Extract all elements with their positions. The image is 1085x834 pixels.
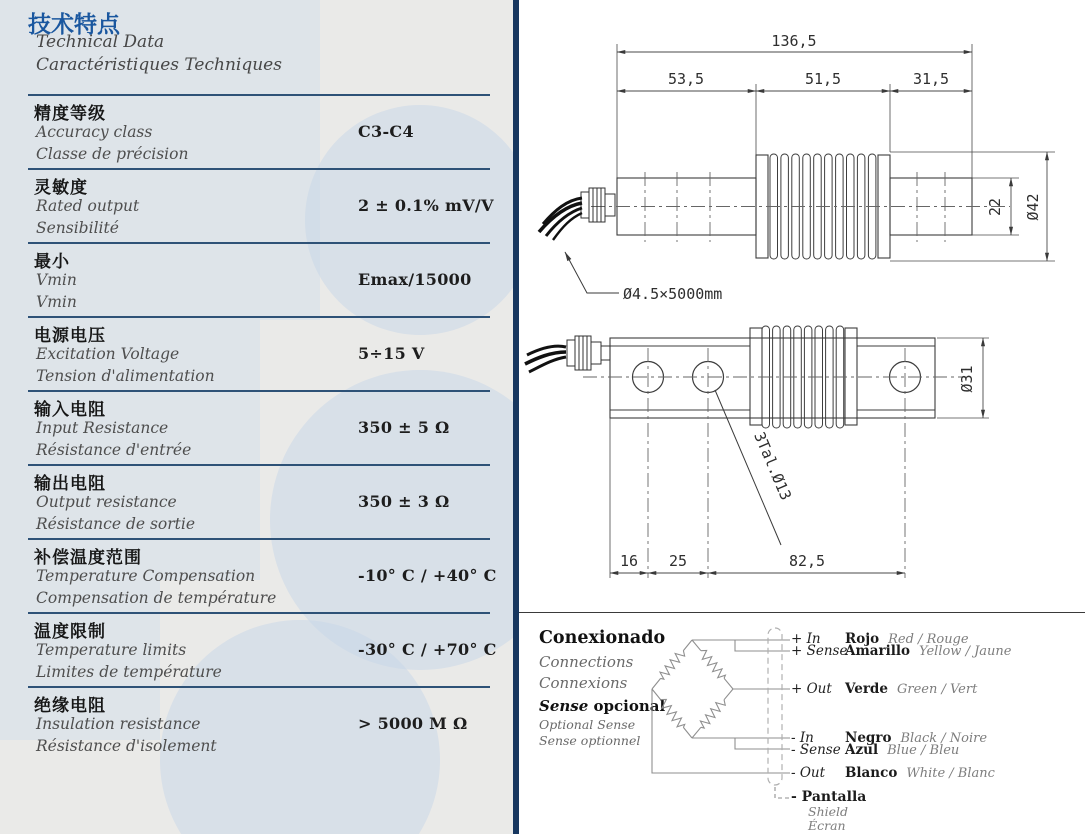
wire-row-plus-out <box>791 681 977 697</box>
wire-color: Azul <box>845 742 879 758</box>
row-label-fr: Résistance d'isolement <box>36 737 217 755</box>
cable-top <box>525 346 566 372</box>
row-label-en: Output resistance <box>36 493 177 511</box>
section-divider <box>519 612 1085 613</box>
holes-note-label: 3Tal.Ø13 <box>750 429 796 503</box>
wire-translation: Green / Vert <box>896 682 978 697</box>
wire-translation: Blue / Bleu <box>887 743 960 758</box>
row-label-en: Temperature limits <box>36 641 187 659</box>
shield-en: Shield <box>808 804 849 819</box>
cable-spec-label: Ø4.5×5000mm <box>623 285 723 303</box>
sense-optional-es: Sense opcional <box>539 697 666 715</box>
row-label-en: Vmin <box>36 271 77 289</box>
row-value: 350 ± 3 Ω <box>358 492 450 511</box>
wire-signal: - In <box>791 730 814 746</box>
dimension-labels <box>620 32 1042 570</box>
dim-overall: 136,5 <box>771 32 817 50</box>
dim-seg-right: 31,5 <box>912 70 950 88</box>
sense-optional-fr: Sense optionnel <box>539 733 641 748</box>
row-label-fr: Compensation de température <box>36 589 277 607</box>
wire-color: Blanco <box>845 765 898 781</box>
row-label-fr: Sensibilité <box>36 219 119 237</box>
dim-16: 16 <box>619 552 639 570</box>
wheatstone-bridge <box>652 640 733 738</box>
wire-signal: + Out <box>791 681 832 697</box>
cable-gland-top <box>567 336 610 370</box>
page-title-en: Technical Data <box>36 32 165 52</box>
row-value: 2 ± 0.1% mV/V <box>358 196 494 215</box>
row-label-zh: 输出电阻 <box>34 474 106 494</box>
cable-gland-side <box>581 188 615 222</box>
row-label-en: Accuracy class <box>36 123 153 141</box>
row-label-zh: 精度等级 <box>34 104 106 124</box>
wire-row-minus-out <box>791 765 995 781</box>
row-label-en: Temperature Compensation <box>36 567 256 585</box>
wire-signal: - Sense <box>791 742 841 758</box>
spec-row-insulation <box>28 686 490 760</box>
row-value: > 5000 M Ω <box>358 714 468 733</box>
page-title-zh: 技术特点 <box>28 12 120 38</box>
dim-25: 25 <box>668 552 688 570</box>
wire-color: Amarillo <box>845 643 911 659</box>
wire-color: Rojo <box>845 631 880 647</box>
row-label-fr: Limites de température <box>36 663 222 681</box>
drawing-panel <box>519 0 1085 834</box>
wire-signal: - Out <box>791 765 826 781</box>
row-label-fr: Vmin <box>36 293 77 311</box>
row-label-zh: 温度限制 <box>34 622 106 642</box>
dim-body-height: 22 <box>986 197 1004 217</box>
wire-signal: + Sense <box>791 643 848 659</box>
wire-row-minus-sense <box>791 742 959 758</box>
dim-bellows-dia: Ø42 <box>1024 193 1042 221</box>
row-label-en: Insulation resistance <box>36 715 201 733</box>
side-view <box>539 44 1055 293</box>
spec-row-vmin <box>28 242 490 316</box>
connections-title-es: Conexionado <box>539 628 666 648</box>
row-label-en: Excitation Voltage <box>36 345 180 363</box>
dim-seg-left: 53,5 <box>667 70 705 88</box>
spec-row-temp-compensation <box>28 538 497 612</box>
dim-825: 82,5 <box>788 552 826 570</box>
wire-signal: + In <box>791 631 821 647</box>
wire-translation: Yellow / Jaune <box>919 644 1012 659</box>
row-value: C3-C4 <box>358 122 414 141</box>
row-label-en: Input Resistance <box>36 419 169 437</box>
wire-color: Verde <box>845 681 888 697</box>
wire-row-shield: - Pantalla <box>791 789 867 805</box>
wire-translation: White / Blanc <box>906 766 995 781</box>
connections-title-fr: Connexions <box>539 674 628 692</box>
row-label-zh: 灵敏度 <box>34 178 88 198</box>
cable-leader <box>565 252 619 293</box>
row-label-zh: 最小 <box>34 252 70 272</box>
wire-translation: Red / Rouge <box>888 632 969 647</box>
row-value: 350 ± 5 Ω <box>358 418 450 437</box>
row-value: -30° C / +70° C <box>358 640 497 659</box>
row-label-fr: Résistance de sortie <box>36 515 196 533</box>
spec-row-rated-output <box>28 168 494 242</box>
row-value: Emax/15000 <box>358 270 472 289</box>
wire-row-plus-sense <box>791 643 1011 659</box>
row-value: -10° C / +40° C <box>358 566 497 585</box>
spec-panel <box>0 0 513 834</box>
dim-seg-mid: 51,5 <box>804 70 842 88</box>
spec-row-output-resistance <box>28 464 490 538</box>
page-title-fr: Caractéristiques Techniques <box>36 55 282 75</box>
row-label-fr: Résistance d'entrée <box>36 441 192 459</box>
wire-color: Negro <box>845 730 892 746</box>
cable-side <box>539 198 582 240</box>
dim-width-dia: Ø31 <box>958 365 976 393</box>
connections-title-en: Connections <box>539 653 634 671</box>
row-label-en: Rated output <box>36 197 140 215</box>
row-label-zh: 补偿温度范围 <box>34 548 142 568</box>
row-label-fr: Tension d'alimentation <box>36 367 215 385</box>
row-label-zh: 输入电阻 <box>34 400 106 420</box>
row-label-fr: Classe de précision <box>36 145 189 163</box>
bridge-schematic <box>640 618 790 832</box>
spec-row-accuracy <box>28 94 490 168</box>
row-label-zh: 绝缘电阻 <box>34 696 106 716</box>
row-label-zh: 电源电压 <box>34 326 106 346</box>
spec-row-input-resistance <box>28 390 490 464</box>
sense-optional-en: Optional Sense <box>539 717 636 732</box>
spec-row-excitation <box>28 316 490 390</box>
row-value: 5÷15 V <box>358 344 425 363</box>
shield-fr: Écran <box>808 818 846 833</box>
technical-drawing <box>519 0 1085 612</box>
spec-row-temp-limits <box>28 612 497 686</box>
wire-translation: Black / Noire <box>900 731 988 746</box>
